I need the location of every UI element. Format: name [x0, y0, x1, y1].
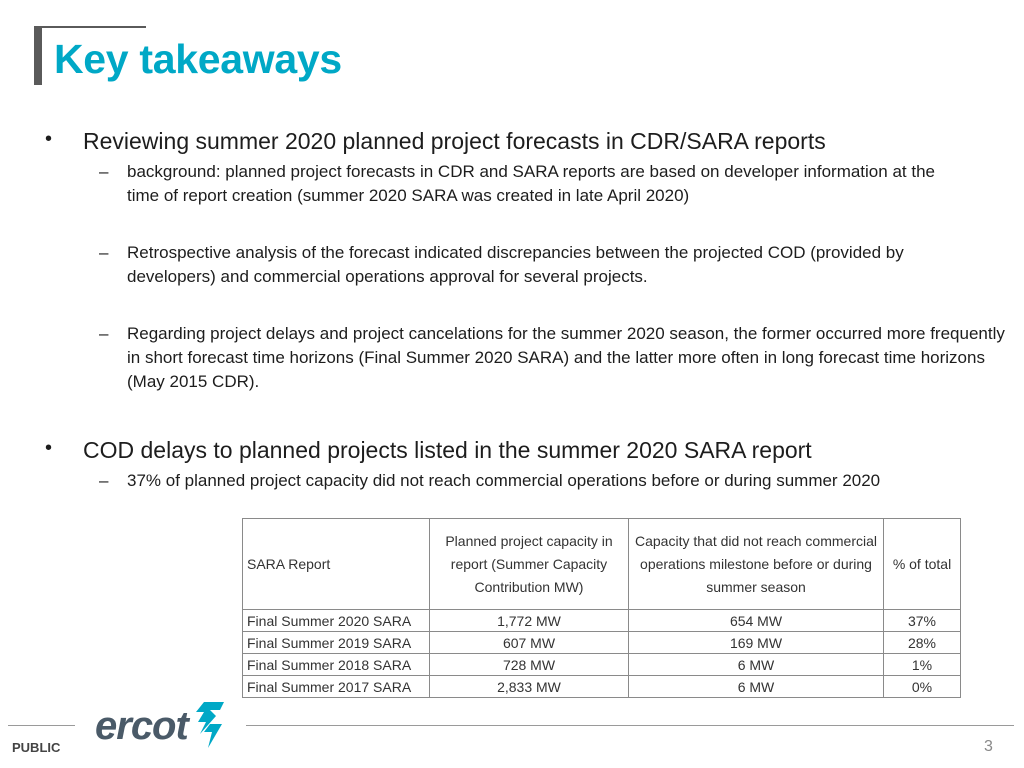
- footer-divider-right: [246, 725, 1014, 726]
- table-cell: 37%: [884, 610, 961, 632]
- table-cell: 728 MW: [430, 654, 629, 676]
- title-accent-top: [34, 26, 146, 28]
- section-heading-1: • Reviewing summer 2020 planned project forecasts in CDR/SARA reports: [45, 128, 826, 154]
- table-cell: 0%: [884, 676, 961, 698]
- table-cell: 654 MW: [629, 610, 884, 632]
- table-row: [243, 676, 961, 698]
- footer-divider-left: [8, 725, 75, 726]
- slide-title: Key takeaways: [54, 36, 342, 82]
- table-cell: 169 MW: [629, 632, 884, 654]
- sara-capacity-table: [242, 518, 961, 698]
- ercot-logo: ercot: [95, 704, 188, 748]
- table-cell: 6 MW: [629, 676, 884, 698]
- sub-item: – Retrospective analysis of the forecast indicated discrepancies between the projected COD (provided by developers) and commercial operations approval for several projects.: [99, 243, 904, 286]
- sub-item: – 37% of planned project capacity did not reach commercial operations before or during summer 2020: [127, 469, 967, 493]
- table-header-cell: SARA Report: [243, 519, 430, 610]
- dash-icon: –: [99, 243, 109, 262]
- table-header-cell: Planned project capacity in report (Summer Capacity Contribution MW): [430, 519, 629, 610]
- classification-label: PUBLIC: [12, 740, 61, 755]
- table-row: [243, 632, 961, 654]
- table-cell: 1,772 MW: [430, 610, 629, 632]
- dash-icon: –: [99, 324, 109, 343]
- table-cell: Final Summer 2020 SARA: [243, 610, 430, 632]
- table-row: [243, 654, 961, 676]
- section-heading-2: • COD delays to planned projects listed in the summer 2020 SARA report: [45, 437, 812, 463]
- table-header-row: [243, 519, 961, 610]
- table-cell: 2,833 MW: [430, 676, 629, 698]
- page-number: 3: [984, 738, 993, 755]
- table-header-cell: Capacity that did not reach commercial operations milestone before or during summer season: [629, 519, 884, 610]
- table-header-cell: % of total: [884, 519, 961, 610]
- table-cell: Final Summer 2017 SARA: [243, 676, 430, 698]
- bullet-icon: •: [45, 437, 53, 459]
- lightning-icon: [190, 700, 226, 750]
- table-cell: Final Summer 2019 SARA: [243, 632, 430, 654]
- table-cell: 1%: [884, 654, 961, 676]
- table-cell: 6 MW: [629, 654, 884, 676]
- dash-icon: –: [99, 162, 109, 181]
- table-row: [243, 610, 961, 632]
- dash-icon: –: [99, 471, 109, 490]
- table-cell: 28%: [884, 632, 961, 654]
- table-cell: Final Summer 2018 SARA: [243, 654, 430, 676]
- sub-item: – background: planned project forecasts in CDR and SARA reports are based on developer information at the time of report creation (summer 2020 SARA was created in late April 2020): [99, 162, 935, 205]
- bullet-icon: •: [45, 128, 53, 150]
- title-accent-left: [34, 26, 42, 85]
- table-cell: 607 MW: [430, 632, 629, 654]
- sub-item: – Regarding project delays and project cancelations for the summer 2020 season, the former occurred more frequently in short forecast time horizons (Final Summer 2020 SARA) and the latter more often in long forecast time horizons (May 2015 CDR).: [99, 324, 1005, 391]
